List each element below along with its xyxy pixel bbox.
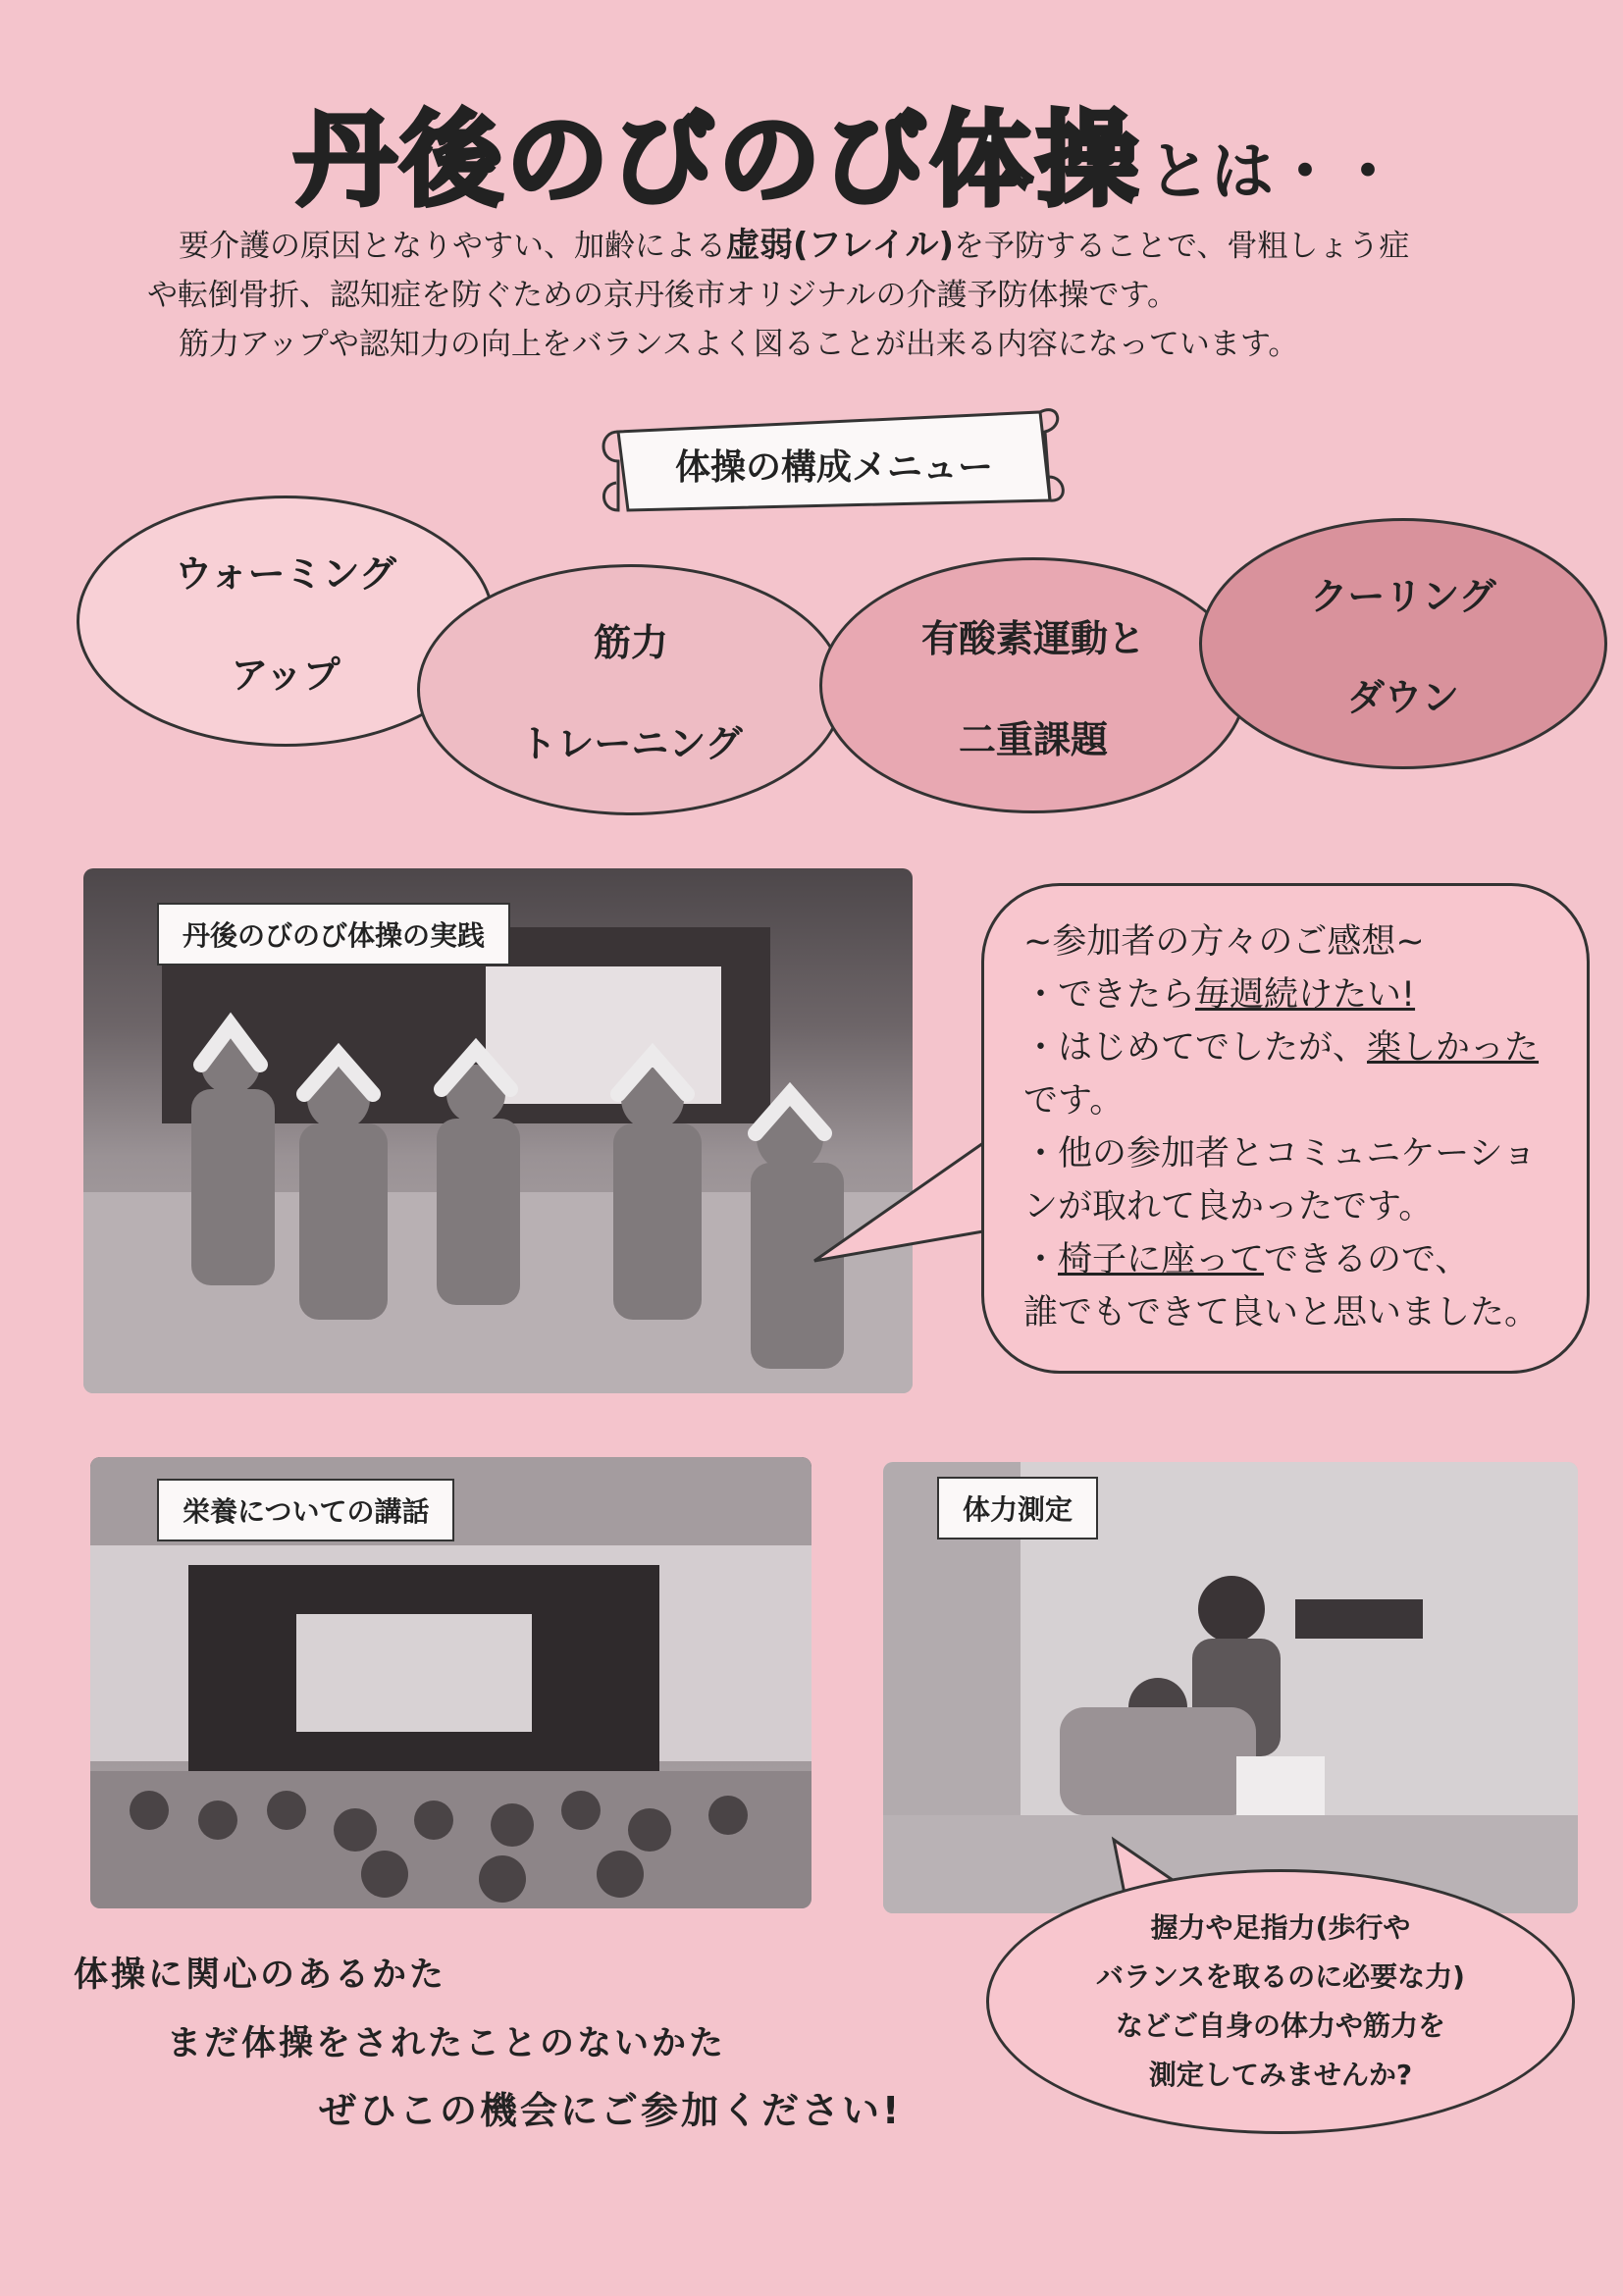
feedback-text: ・できたら xyxy=(1023,975,1196,1015)
intro-text: を予防することで、骨粗しょう症 xyxy=(954,229,1410,264)
measure-line-2: バランスを取るのに必要な力) xyxy=(1096,1960,1465,1993)
feedback-item-1 xyxy=(1023,968,1547,1021)
menu-line-2: 二重課題 xyxy=(958,717,1108,761)
intro-line-1 xyxy=(147,221,1501,271)
feedback-item-4 xyxy=(1023,1233,1547,1286)
feedback-text: ・はじめてでしたが、 xyxy=(1023,1028,1368,1068)
feedback-emphasis: 楽しかった xyxy=(1367,1028,1540,1068)
fitness-label: 体力測定 xyxy=(937,1477,1098,1539)
measure-line-3: などご自身の体力や筋力を xyxy=(1115,2009,1445,2042)
menu-cooling-down xyxy=(1199,518,1607,769)
feedback-emphasis: 椅子に座って xyxy=(1058,1240,1265,1279)
intro-line-3: 筋力アップや認知力の向上をバランスよく図ることが出来る内容になっています。 xyxy=(179,327,1299,362)
menu-line-1: 有酸素運動と xyxy=(920,616,1145,660)
measure-bubble xyxy=(986,1869,1575,2134)
feedback-heading: ~参加者の方々のご感想~ xyxy=(1023,922,1425,962)
banner-label: 体操の構成メニュー xyxy=(674,447,993,488)
feedback-bubble-tail xyxy=(805,1138,1001,1276)
feedback-text: できるので、 xyxy=(1264,1240,1470,1279)
practice-photo xyxy=(83,868,913,1393)
feedback-item-2 xyxy=(1023,1021,1547,1074)
menu-line-1: クーリング xyxy=(1310,575,1496,618)
measure-line-4: 測定してみませんか? xyxy=(1148,2059,1413,2091)
nutrition-label: 栄養についての講話 xyxy=(157,1479,454,1541)
frailty-keyword: 虚弱(フレイル) xyxy=(726,226,955,265)
menu-line-2: トレーニング xyxy=(519,722,743,765)
title-main: 丹後のびのび体操 xyxy=(294,100,1143,220)
feedback-bubble xyxy=(981,883,1590,1374)
menu-line-2: ダウン xyxy=(1346,676,1459,719)
feedback-item-3: ・他の参加者とコミュニケーショ xyxy=(1023,1134,1537,1174)
menu-strength-training xyxy=(417,564,845,815)
menu-line-1: ウォーミング xyxy=(175,552,396,596)
cta-line-2: まだ体操をされたことのないかた xyxy=(167,2024,727,2063)
feedback-item-3-cont: ンが取れて良かったです。 xyxy=(1023,1187,1434,1226)
intro-line-2: や転倒骨折、認知症を防ぐための京丹後市オリジナルの介護予防体操です。 xyxy=(147,278,1178,313)
page-title xyxy=(294,83,1423,220)
nutrition-photo xyxy=(90,1457,812,1908)
menu-line-1: 筋力 xyxy=(593,621,668,664)
practice-label: 丹後のびのび体操の実践 xyxy=(157,903,510,965)
intro-text: 要介護の原因となりやすい、加齢による xyxy=(179,229,726,264)
menu-line-2: アップ xyxy=(231,653,340,697)
menu-aerobic-dual-task xyxy=(819,557,1247,813)
measure-line-1: 握力や足指力(歩行や xyxy=(1150,1911,1411,1944)
intro-paragraph xyxy=(147,221,1501,369)
feedback-item-4-cont: 誰でもできて良いと思いました。 xyxy=(1023,1293,1540,1332)
title-sub: とは・・ xyxy=(1148,136,1400,210)
feedback-text: ・ xyxy=(1023,1240,1059,1279)
cta-line-3: ぜひこの機会にご参加ください! xyxy=(319,2089,903,2132)
cta-line-1: 体操に関心のあるかた xyxy=(74,1956,447,1995)
menu-banner xyxy=(589,392,1070,520)
feedback-item-2-cont: です。 xyxy=(1023,1081,1125,1121)
feedback-emphasis: 毎週続けたい! xyxy=(1195,975,1416,1015)
